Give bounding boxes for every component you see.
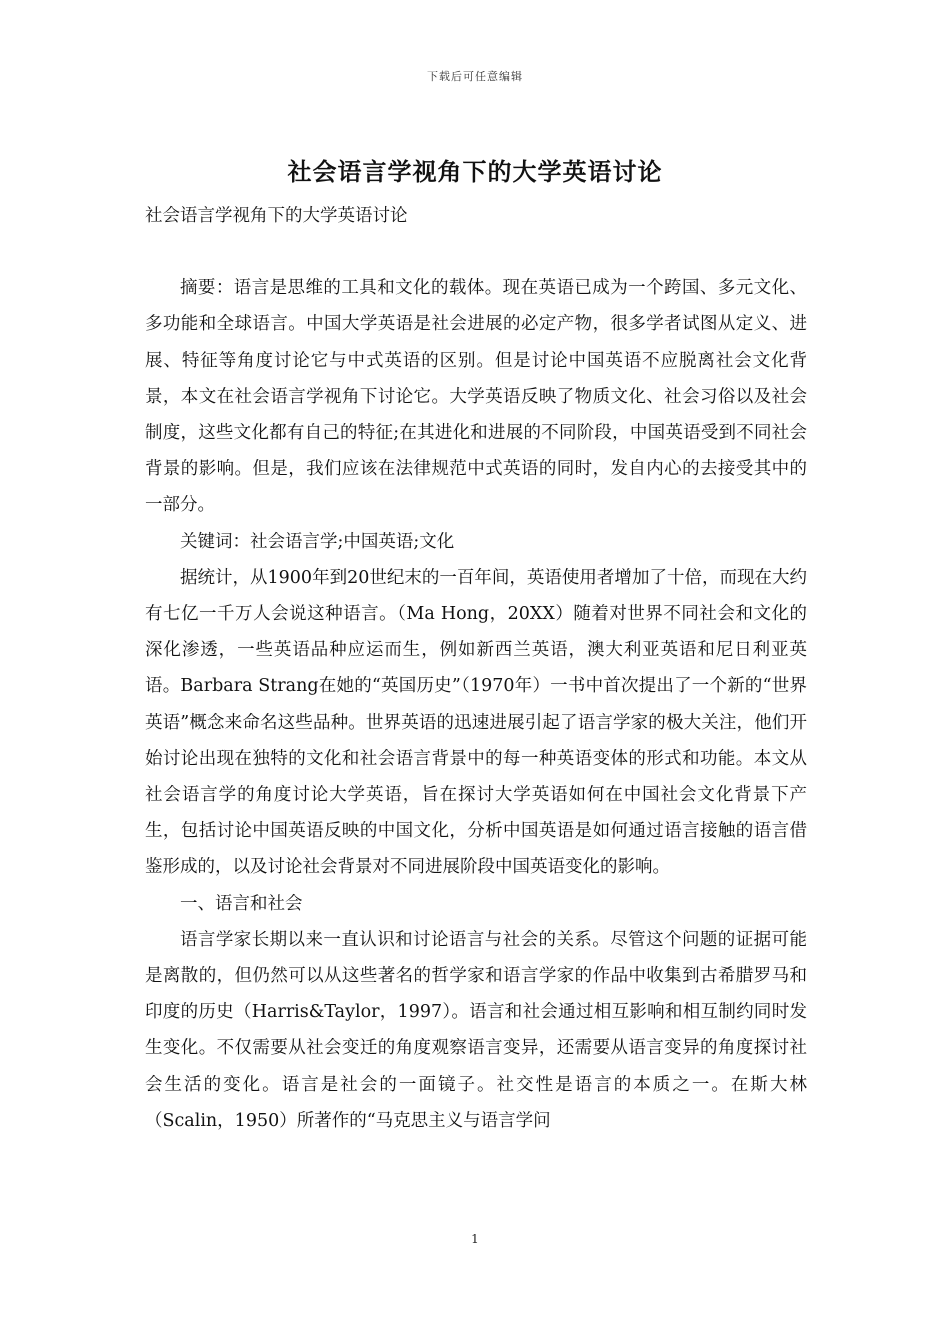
page-number: 1 (471, 1232, 479, 1246)
document-body (145, 198, 807, 1139)
intro-paragraph: 据统计，从1900年到20世纪末的一百年间，英语使用者增加了十倍，而现在大约有七亿一千万人会说这种语言。（Ma Hong，20XX）随着对世界不同社会和文化的深化渗透，一些英语品种应运而生，例如新西兰英语，澳大利亚英语和尼日利亚英语。Barbara Strang在她的“英国历史”（1970年）一书中首次提出了一个新的“世界英语”概念来命名这些品种。世界英语的迅速进展引起了语言学家的极大关注，他们开始讨论出现在独特的文化和社会语言背景中的每一种英语变体的形式和功能。本文从社会语言学的角度讨论大学英语，旨在探讨大学英语如何在中国社会文化背景下产生，包括讨论中国英语反映的中国文化，分析中国英语是如何通过语言接触的语言借鉴形成的，以及讨论社会背景对不同进展阶段中国英语变化的影响。 (145, 567, 807, 878)
document-subtitle: 社会语言学视角下的大学英语讨论 (145, 206, 408, 226)
abstract-paragraph: 摘要：语言是思维的工具和文化的载体。现在英语已成为一个跨国、多元文化、多功能和全球语言。中国大学英语是社会进展的必定产物，很多学者试图从定义、进展、特征等角度讨论它与中式英语的区别。但是讨论中国英语不应脱离社会文化背景，本文在社会语言学视角下讨论它。大学英语反映了物质文化、社会习俗以及社会制度，这些文化都有自己的特征;在其进化和进展的不同阶段，中国英语受到不同社会背景的影响。但是，我们应该在法律规范中式英语的同时，发自内心的去接受其中的一部分。 (145, 278, 807, 516)
document-title: 社会语言学视角下的大学英语讨论 (287, 157, 663, 186)
section-heading: 一、语言和社会 (180, 893, 303, 914)
section-paragraph: 语言学家长期以来一直认识和讨论语言与社会的关系。尽管这个问题的证据可能是离散的，但仍然可以从这些著名的哲学家和语言学家的作品中收集到古希腊罗马和印度的历史（Harris&Taylor，1997）。语言和社会通过相互影响和相互制约同时发生变化。不仅需要从社会变迁的角度观察语言变异，还需要从语言变异的角度探讨社会生活的变化。语言是社会的一面镜子。社交性是语言的本质之一。在斯大林（Scalin，1950）所著作的“马克思主义与语言学问 (145, 929, 807, 1131)
header-note: 下载后可任意编辑 (427, 70, 523, 83)
keywords-paragraph: 关键词：社会语言学;中国英语;文化 (180, 531, 455, 552)
